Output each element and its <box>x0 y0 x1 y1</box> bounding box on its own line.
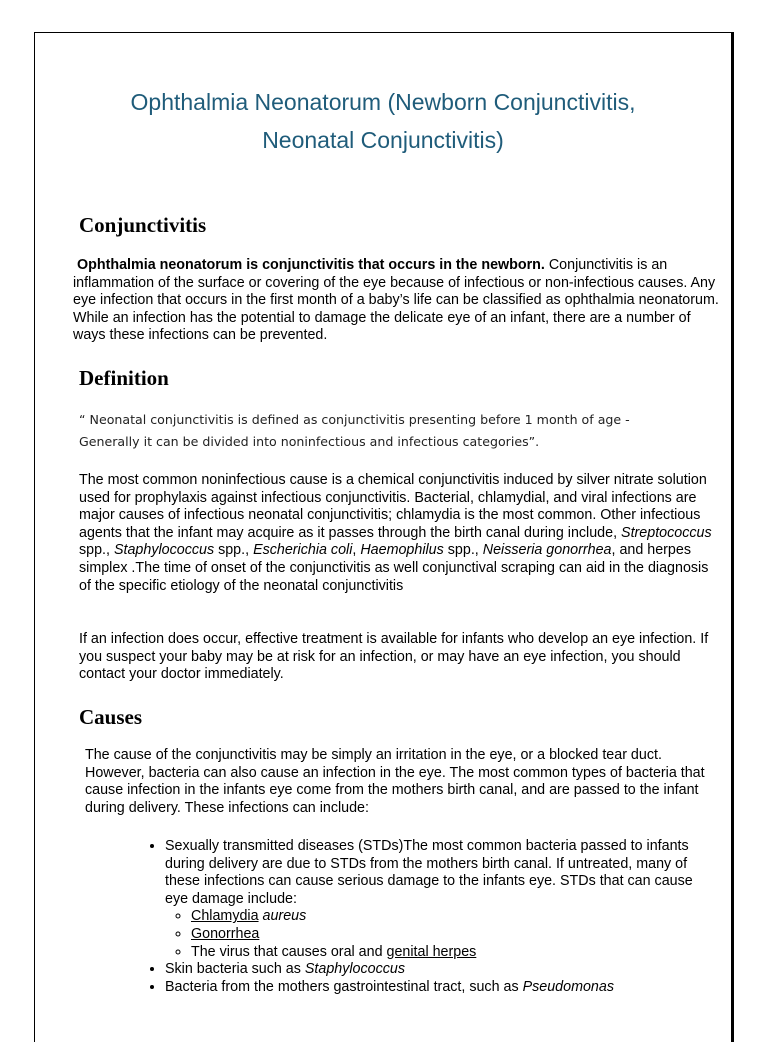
list-item <box>191 926 715 944</box>
term-neisseria: Neisseria gonorrhea <box>482 542 612 559</box>
bullet-skin-bacteria: Skin bacteria such as <box>165 961 305 978</box>
heading-definition: Definition <box>79 366 169 390</box>
conjunctivitis-text: Conjunctivitis is an inflammation of the surface or covering of the eye because of infectious or non-infectious causes. Any eye infection that occurs in the first month of a baby’s life can be classified as ophthalmia neonatorum. While an infection has the potential to damage the delicate eye of an infant, there are a number of ways these infections can be prevented. <box>73 257 719 344</box>
conjunctivitis-lead: Ophthalmia neonatorum is conjunctivitis that occurs in the newborn. <box>77 257 545 273</box>
title-line-2: Neonatal Conjunctivitis) <box>262 127 504 153</box>
link-gonorrhea[interactable]: Gonorrhea <box>191 925 260 942</box>
list-item <box>165 838 715 961</box>
list-item <box>165 979 715 997</box>
link-genital-herpes[interactable]: genital herpes <box>386 943 477 960</box>
document-page <box>34 32 734 1042</box>
list-item <box>165 961 715 979</box>
quote-line-1: “ Neonatal conjunctivitis is defined as conjunctivitis presenting before 1 month of age - <box>79 412 630 427</box>
definition-quote <box>79 409 709 453</box>
term-haemophilus: Haemophilus <box>360 542 444 559</box>
term-escherichia-coli: Escherichia coli <box>253 542 353 559</box>
p1-text-c: spp., <box>214 542 254 559</box>
term-streptococcus: Streptococcus <box>621 524 712 541</box>
term-staphylococcus-2: Staphylococcus <box>304 961 406 978</box>
link-chlamydia[interactable]: Chlamydia <box>191 908 259 925</box>
term-pseudomonas: Pseudomonas <box>522 978 614 995</box>
quote-line-2: Generally it can be divided into noninfectious and infectious categories”. <box>79 434 540 449</box>
document-title <box>35 83 731 159</box>
list-item <box>191 908 715 926</box>
conjunctivitis-paragraph <box>73 257 723 345</box>
definition-paragraph-2: If an infection does occur, effective treatment is available for infants who develop an eye infection. If you suspect your baby may be at risk for an infection, or may have an eye infection, you should contact your doctor immediately. <box>79 631 709 683</box>
heading-conjunctivitis: Conjunctivitis <box>79 213 207 237</box>
bullet-gi-bacteria: Bacteria from the mothers gastrointestinal tract, such as <box>165 978 523 995</box>
title-line-1: Ophthalmia Neonatorum (Newborn Conjunctivitis, <box>130 89 636 115</box>
sub3-text: The virus that causes oral and <box>191 943 387 960</box>
heading-causes: Causes <box>79 705 143 729</box>
causes-intro: The cause of the conjunctivitis may be simply an irritation in the eye, or a blocked tear duct. However, bacteria can also cause an infection in the eye. The most common types of bacteria that cause infection in the infants eye come from the mothers birth canal, and are passed to the infant during delivery. These infections can include: <box>85 747 705 816</box>
definition-paragraph-1 <box>79 472 719 595</box>
list-item <box>191 944 715 962</box>
p1-text-e: spp., <box>443 542 483 559</box>
p1-text-b: spp., <box>79 542 114 559</box>
p1-text-f: , and herpes simplex .The time of onset of the conjunctivitis as well conjunctival scraping can aid in the diagnosis of the specific etiology of the neonatal conjunctivitis <box>79 542 709 594</box>
p1-text-a: The most common noninfectious cause is a chemical conjunctivitis induced by silver nitrate solution used for prophylaxis against infectious conjunctivitis. Bacterial, chlamydial, and viral infections are major causes of infectious neonatal conjunctivitis; chlamydia is the most common. Other infectious agents that the infant may acquire as it passes through the birth canal during include, <box>79 472 707 541</box>
bullet-stds: Sexually transmitted diseases (STDs)The most common bacteria passed to infants during delivery are due to STDs from the mothers birth canal. If untreated, many of these infections can cause serious damage to the infants eye. STDs that can cause eye damage include: <box>165 838 693 907</box>
term-aureus: aureus <box>262 908 307 925</box>
causes-list <box>147 838 715 996</box>
term-staphylococcus: Staphylococcus <box>113 542 215 559</box>
p1-text-d: , <box>352 542 361 559</box>
